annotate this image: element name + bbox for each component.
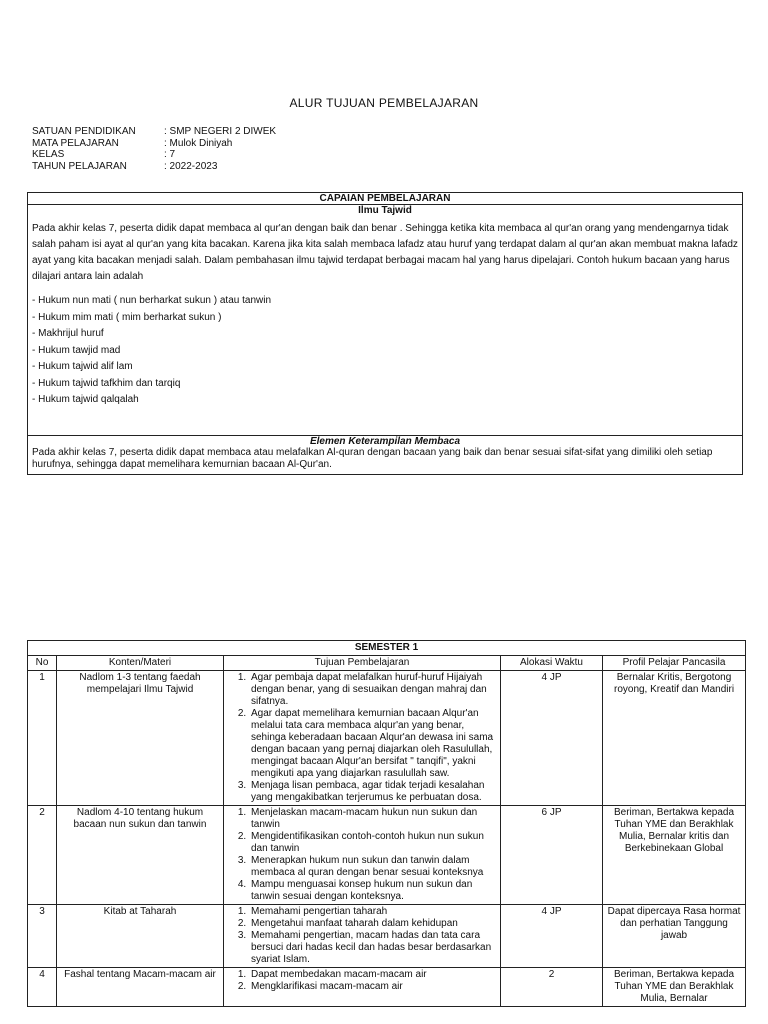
list-item: - Hukum tajwid alif lam	[32, 361, 133, 372]
tujuan-item: 4. Mampu menguasai konsep hukum nun sukun dan tanwin sesuai dengan konteksnya.	[249, 879, 497, 903]
list-item: - Makhrijul huruf	[32, 328, 104, 339]
meta-value: : Mulok Diniyah	[164, 137, 233, 149]
meta-row-class	[32, 149, 276, 161]
konten-cell: Nadlom 4-10 tentang hukum bacaan nun sukun dan tanwin	[57, 806, 224, 905]
column-header: Konten/Materi	[57, 656, 224, 671]
row-number: 3	[28, 905, 57, 968]
alokasi-cell: 6 JP	[501, 806, 603, 905]
list-item: - Hukum mim mati ( mim berharkat sukun )	[32, 311, 222, 323]
tujuan-item: 2. Mengetahui manfaat taharah dalam kehidupan	[249, 918, 497, 930]
meta-label: SATUAN PENDIDIKAN	[32, 126, 136, 137]
tujuan-list	[227, 807, 497, 903]
row-number: 2	[28, 806, 57, 905]
row-number: 1	[28, 671, 57, 806]
tujuan-list	[227, 906, 497, 966]
profil-cell: Beriman, Bertakwa kepada Tuhan YME dan Berakhlak Mulia, Bernalar kritis dan Berkebinekaan Global	[603, 806, 746, 905]
tujuan-item: 1. Menjelaskan macam-macam hukun nun sukun dan tanwin	[249, 807, 497, 831]
column-header: Alokasi Waktu	[501, 656, 603, 671]
konten-cell: Kitab at Taharah	[57, 905, 224, 968]
profil-cell: Dapat dipercaya Rasa hormat dan perhatian Tanggung jawab	[603, 905, 746, 968]
capaian-paragraph: Pada akhir kelas 7, peserta didik dapat membaca al qur'an dengan baik dan benar . Sehingga ketika kita membaca al qur'an orang yang mendengarnya tidak salah paham isi ayat al qur'an yang kita bacakan. Karena jika kita salah membaca lafadz atau huruf yang terdapat dalam al qur'an akan membuat makna lafadz ayat yang kita bacakan menjadi salah. Dalam pembahasan ilmu tajwid terdapat berbagai macam hal yang harus dipelajari. Contoh hukum bacaan yang harus dilajari antara lain adalah	[32, 223, 738, 282]
tujuan-item: 1. Dapat membedakan macam-macam air	[249, 969, 497, 981]
identity-block	[32, 126, 276, 172]
semester-title: SEMESTER 1	[28, 641, 746, 656]
profil-cell: Beriman, Bertakwa kepada Tuhan YME dan Berakhlak Mulia, Bernalar	[603, 968, 746, 1007]
tujuan-item: 1. Memahami pengertian taharah	[249, 906, 497, 918]
meta-row-year	[32, 161, 276, 173]
alokasi-cell: 4 JP	[501, 905, 603, 968]
capaian-header: CAPAIAN PEMBELAJARAN	[28, 193, 742, 205]
elemen-section	[28, 435, 742, 470]
list-item: - Hukum tajwid tafkhim dan tarqiq	[32, 377, 181, 389]
meta-value: : 2022-2023	[164, 160, 218, 172]
table-row	[28, 806, 746, 905]
tujuan-item: 2. Agar dapat memelihara kemurnian bacaan Alqur'an melalui tata cara membaca alqur'an yang benar, sehinga keberadaan bacaan Alqur'an dewasa ini sama dengan bacaan yang pernaj diajarkan oleh Rasulullah, mengingat bacaan Alqur'an bersifat " tanqifi", yakni mengikuti apa yang diajarkan rasulullah saw.	[249, 708, 497, 780]
tujuan-item: 3. Memahami pengertian, macam hadas dan tata cara bersuci dari hadas kecil dan hadas besar berdasarkan syariat Islam.	[249, 930, 497, 966]
column-header: No	[28, 656, 57, 671]
tujuan-item: 2. Mengklarifikasi macam-macam air	[249, 981, 497, 993]
tujuan-item: 3. Menerapkan hukum nun sukun dan tanwin dalam membaca al quran dengan benar sesuai konteksnya	[249, 855, 497, 879]
meta-label: MATA PELAJARAN	[32, 137, 119, 149]
meta-label: TAHUN PELAJARAN	[32, 160, 127, 172]
table-row	[28, 968, 746, 1007]
capaian-subheader: Ilmu Tajwid	[358, 205, 412, 216]
meta-row-school	[32, 126, 276, 138]
konten-cell: Fashal tentang Macam-macam air	[57, 968, 224, 1007]
list-item: - Hukum tajwid qalqalah	[32, 394, 139, 405]
capaian-pembelajaran-box	[27, 192, 743, 475]
list-item: - Hukum tawjid mad	[32, 344, 121, 356]
elemen-header: Elemen Keterampilan Membaca	[309, 436, 461, 447]
hukum-list	[28, 293, 742, 409]
elemen-text: Pada akhir kelas 7, peserta didik dapat membaca atau melafalkan Al-quran dengan bacaan yang baik dan benar sesuai sifat-sifat yang dimiliki oleh setiap hurufnya, sehingga dapat memelihara kemurnian bacaan Al-Qur'an.	[32, 447, 713, 470]
semester-title-row	[28, 641, 746, 656]
tujuan-list	[227, 969, 497, 993]
tujuan-item: 3. Menjaga lisan pembaca, agar tidak terjadi kesalahan yang mengakibatkan terjerumus ke perbuatan dosa.	[249, 780, 497, 804]
column-header: Tujuan Pembelajaran	[224, 656, 501, 671]
row-number: 4	[28, 968, 57, 1007]
konten-cell: Nadlom 1-3 tentang faedah mempelajari Ilmu Tajwid	[57, 671, 224, 806]
table-row	[28, 905, 746, 968]
tujuan-item: 1. Agar pembaja dapat melafalkan huruf-huruf Hijaiyah dengan benar, yang di sesuaikan dengan mahraj dan sifatnya.	[249, 672, 497, 708]
list-item: - Hukum nun mati ( nun berharkat sukun ) atau tanwin	[32, 295, 272, 306]
meta-row-subject	[32, 138, 276, 150]
column-header-row	[28, 656, 746, 671]
meta-value: : 7	[164, 149, 176, 160]
table-row	[28, 671, 746, 806]
alokasi-cell: 2	[501, 968, 603, 1007]
tujuan-item: 2. Mengidentifikasikan contoh-contoh hukun nun sukun dan tanwin	[249, 831, 497, 855]
tujuan-cell	[224, 671, 501, 806]
meta-value: : SMP NEGERI 2 DIWEK	[164, 126, 277, 137]
column-header: Profil Pelajar Pancasila	[603, 656, 746, 671]
tujuan-cell	[224, 968, 501, 1007]
tujuan-cell	[224, 806, 501, 905]
profil-cell: Bernalar Kritis, Bergotong royong, Kreatif dan Mandiri	[603, 671, 746, 806]
tujuan-cell	[224, 905, 501, 968]
alokasi-cell: 4 JP	[501, 671, 603, 806]
meta-label: KELAS	[32, 149, 65, 160]
document-title: ALUR TUJUAN PEMBELAJARAN	[289, 96, 479, 110]
semester-table	[27, 640, 746, 1007]
tujuan-list	[227, 672, 497, 804]
